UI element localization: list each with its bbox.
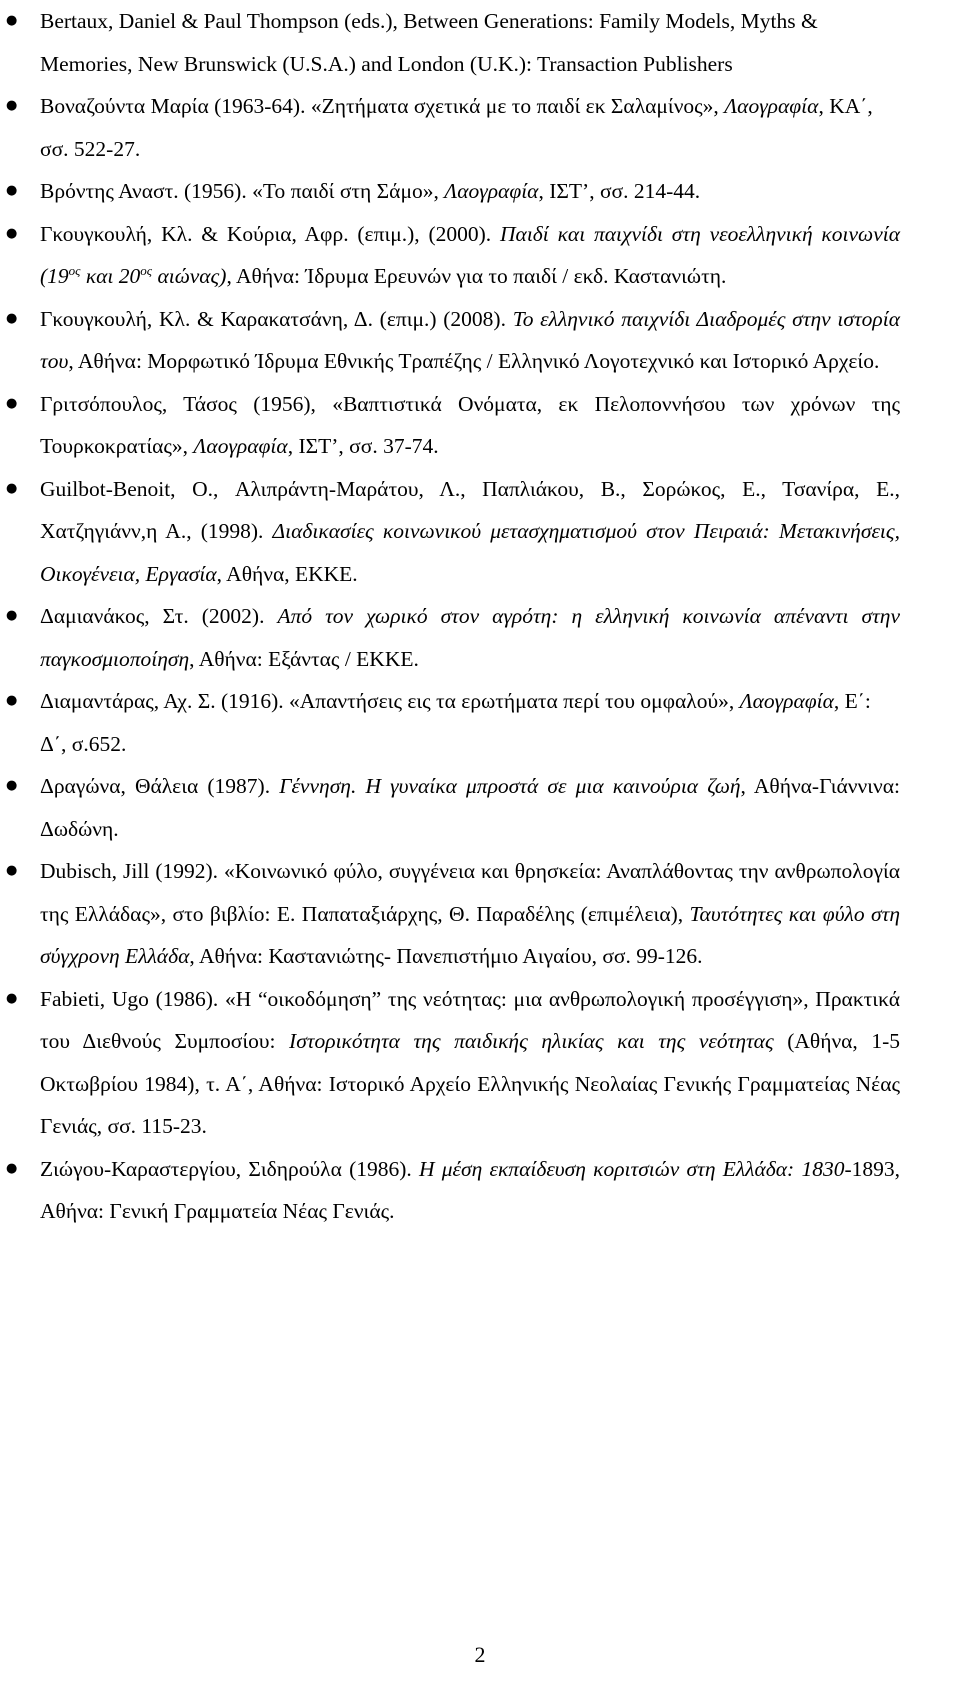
reference-text: Βοναζούντα Μαρία (1963-64). «Ζητήματα σχετικά με το παιδί εκ Σαλαμίνος», <box>40 94 725 118</box>
superscript-text: ος <box>68 262 81 278</box>
reference-text: Ζιώγου-Καραστεργίου, Σιδηρούλα (1986). <box>40 1156 419 1181</box>
reference-italic-title: Λαογραφία <box>444 179 539 203</box>
page-number: 2 <box>474 1642 486 1667</box>
reference-italic-title: Ταυτότητες και φύλο στη σύγχρονη Ελλάδα <box>40 901 900 968</box>
bullet-icon: ● <box>6 608 18 623</box>
reference-text: Δραγώνα, Θάλεια (1987). <box>40 774 280 798</box>
reference-italic-title: Παιδί και παιχνίδι στη νεοελληνική κοινωνία (19 <box>40 221 900 288</box>
bullet-icon: ● <box>6 13 18 28</box>
bullet-icon: ● <box>6 693 18 708</box>
reference-fabieti <box>6 978 900 1148</box>
reference-italic-title-end: αιώνας) <box>152 264 227 288</box>
reference-gritsopoulos <box>6 383 900 468</box>
reference-italic-title: Η μέση εκπαίδευση κοριτσιών στη Ελλάδα: 1830 <box>419 1156 845 1181</box>
reference-text-tail: , Ε΄: Δ΄, σ.652. <box>40 689 871 756</box>
reference-italic-title: Το ελληνικό παιχνίδι Διαδρομές στην ιστορία του <box>40 306 900 373</box>
reference-text: Βρόντης Αναστ. (1956). «Το παιδί στη Σάμο», <box>40 179 445 203</box>
reference-text: Fabieti, Ugo (1986). «Η “οικοδόμηση” της νεότητας: μια ανθρωπολογική προσέγγιση», Πρακτικά του Διεθνούς Συμποσίου: <box>40 986 900 1053</box>
reference-text-tail: , Αθήνα, ΕΚΚΕ. <box>216 561 358 586</box>
reference-text-tail: -1893, Αθήνα: Γενική Γραμματεία Νέας Γενιάς. <box>40 1156 900 1223</box>
reference-text-tail: , Αθήνα: Μορφωτικό Ίδρυμα Εθνικής Τραπέζης / Ελληνικό Λογοτεχνικό και Ιστορικό Αρχείο. <box>68 349 880 373</box>
reference-text-tail: , Αθήνα-Γιάννινα: Δωδώνη. <box>40 774 900 841</box>
reference-text-tail: , Αθήνα: Εξάντας / ΕΚΚΕ. <box>189 646 419 671</box>
reference-italic-title: Λαογραφία <box>724 94 819 118</box>
bullet-icon: ● <box>6 863 18 878</box>
reference-text: Guilbot-Benoit, O., Αλιπράντη-Μαράτου, Λ., Παπλιάκου, Β., Σορώκος, Ε., Τσανίρα, Ε., Χατζηγιάνν,η Α., (1998). <box>40 476 900 543</box>
reference-text-tail: , ΙΣΤ’, σσ. 214-44. <box>538 179 701 203</box>
reference-text: Δαμιανάκος, Στ. (2002). <box>40 604 278 628</box>
reference-gkougkouli-kouria <box>6 213 900 298</box>
reference-diamantaras <box>6 680 900 765</box>
reference-vonazounta <box>6 85 900 170</box>
reference-text-tail: , Αθήνα: Καστανιώτης- Πανεπιστήμιο Αιγαίου, σσ. 99-126. <box>189 944 703 968</box>
reference-text-tail: , ΚΑ΄, σσ. 522-27. <box>40 94 873 161</box>
superscript-text: ος <box>140 262 153 278</box>
reference-text-tail: , Αθήνα: Ίδρυμα Ερευνών για το παιδί / εκδ. Καστανιώτη. <box>226 264 727 288</box>
reference-damianakos <box>6 595 900 680</box>
reference-vrontis <box>6 170 900 213</box>
reference-italic-title: Από τον χωρικό στον αγρότη: η ελληνική κοινωνία απέναντι στην παγκοσμιοποίηση <box>40 604 900 671</box>
bullet-icon: ● <box>6 225 18 241</box>
reference-text: Γκουγκουλή, Κλ. & Καρακατσάνη, Δ. (επιμ.) (2008). <box>40 306 513 331</box>
bullet-icon: ● <box>6 1160 18 1176</box>
bullet-icon: ● <box>6 480 18 496</box>
bibliography-list <box>6 0 900 1233</box>
reference-italic-title-cont: και 20 <box>80 264 141 288</box>
reference-text: Γριτσόπουλος, Τάσος (1956), «Βαπτιστικά Ονόματα, εκ Πελοποννήσου των χρόνων της Τουρκοκρατίας», <box>40 391 900 458</box>
bullet-icon: ● <box>6 98 18 113</box>
bullet-icon: ● <box>6 778 18 793</box>
reference-guilbot-benoit <box>6 468 900 596</box>
reference-italic-title: Γέννηση. Η γυναίκα μπροστά σε μια καινούρια ζωή <box>279 774 741 798</box>
bullet-icon: ● <box>6 310 18 326</box>
bullet-icon: ● <box>6 395 18 411</box>
reference-ziogou <box>6 1148 900 1233</box>
reference-text-tail: , ΙΣΤ’, σσ. 37-74. <box>287 434 439 458</box>
reference-italic-title: Ιστορικότητα της παιδικής ηλικίας και της νεότητας <box>289 1029 774 1053</box>
bullet-icon: ● <box>6 990 18 1006</box>
reference-text: Γκουγκουλή, Κλ. & Κούρια, Αφρ. (επιμ.), (2000). <box>40 221 501 246</box>
reference-dubisch <box>6 850 900 978</box>
reference-text-tail: (Αθήνα, 1-5 Οκτωβρίου 1984), τ. Α΄, Αθήνα: Ιστορικό Αρχείο Ελληνικής Νεολαίας Γενικής Γραμματείας Νέας Γενιάς, σσ. 115-23. <box>40 1029 900 1138</box>
reference-text: Διαμαντάρας, Αχ. Σ. (1916). «Απαντήσεις εις τα ερωτήματα περί του ομφαλού», <box>40 689 740 713</box>
reference-italic-title: Λαογραφία <box>739 689 834 713</box>
reference-text: Bertaux, Daniel & Paul Thompson (eds.), Between Generations: Family Models, Myths & Memories, New Brunswick (U.S.A.) and London (U.K.): Transaction Publishers <box>40 9 818 76</box>
reference-text: Dubisch, Jill (1992). «Κοινωνικό φύλο, συγγένεια και θρησκεία: Αναπλάθοντας την ανθρωπολογία της Ελλάδας», στο βιβλίο: Ε. Παπαταξιάρχης, Θ. Παραδέλης (επιμέλεια), <box>40 859 900 926</box>
reference-gkougkouli-karakatsani <box>6 298 900 383</box>
bullet-icon: ● <box>6 183 18 198</box>
reference-bertaux <box>6 0 900 85</box>
reference-italic-title: Λαογραφία <box>193 434 288 458</box>
reference-italic-title: Διαδικασίες κοινωνικού μετασχηματισμού στον Πειραιά: Μετακινήσεις, Οικογένεια, Εργασία <box>40 519 900 586</box>
reference-dragona <box>6 765 900 850</box>
